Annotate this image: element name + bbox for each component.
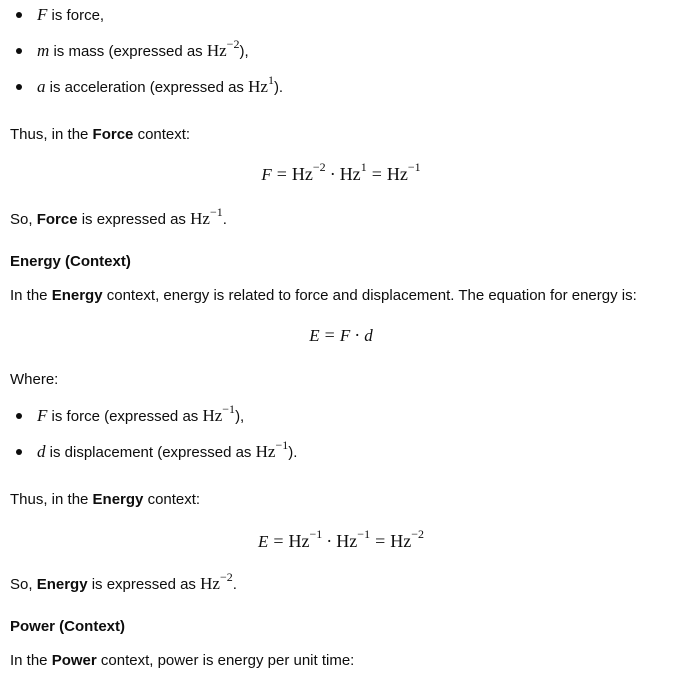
list-item-text: is force (expressed as: [47, 408, 203, 425]
list-item-text: is force,: [47, 7, 105, 24]
equals-sign: =: [371, 164, 382, 184]
bold-text: Power: [51, 652, 97, 669]
list-item-text: is acceleration (expressed as: [45, 79, 249, 96]
text: context, energy is related to force and displacement. The equation for energy is:: [102, 287, 637, 304]
section-heading: Power (Context): [10, 618, 126, 635]
force-equation: [0, 160, 682, 186]
text: Thus, in the: [10, 126, 93, 143]
unit-exponent: −1: [357, 527, 371, 541]
paragraph: [10, 205, 227, 230]
dot-operator: ·: [329, 164, 336, 184]
text: In the: [10, 652, 52, 669]
math-symbol: E: [257, 532, 269, 551]
unit-exponent: −1: [222, 402, 236, 416]
list-item-after: ).: [273, 79, 284, 96]
list-item: [16, 37, 249, 62]
math-symbol: E: [309, 326, 320, 345]
unit-base: Hz: [206, 41, 227, 60]
bullet-icon: [16, 449, 22, 455]
math-symbol: m: [37, 41, 50, 60]
text: is expressed as: [77, 211, 191, 228]
text: .: [222, 211, 227, 228]
unit-base: Hz: [291, 164, 313, 184]
text: So,: [10, 576, 37, 593]
math-symbol: F: [339, 326, 351, 345]
text: So,: [10, 211, 37, 228]
bullet-icon: [16, 12, 22, 18]
text: context, power is energy per unit time:: [96, 652, 355, 669]
equals-sign: =: [324, 325, 335, 345]
list-item-after: ),: [239, 43, 249, 60]
paragraph: [10, 570, 237, 595]
bold-text: Energy: [92, 491, 144, 508]
text: .: [232, 576, 237, 593]
unit-exponent: −1: [309, 527, 323, 541]
unit-base: Hz: [336, 531, 358, 551]
paragraph: Where:: [10, 371, 59, 388]
equals-sign: =: [375, 531, 386, 551]
text: context:: [133, 126, 191, 143]
dot-operator: ·: [326, 531, 333, 551]
unit-base: Hz: [248, 77, 268, 96]
math-symbol: d: [37, 442, 46, 461]
energy-unit-equation: [0, 527, 682, 553]
dot-operator: ·: [354, 325, 361, 345]
paragraph: [10, 490, 200, 510]
list-item-text: is mass (expressed as: [49, 43, 207, 60]
unit-exponent: −2: [219, 570, 233, 584]
unit-base: Hz: [190, 209, 210, 228]
paragraph: [10, 286, 637, 306]
bullet-icon: [16, 413, 22, 419]
unit-base: Hz: [202, 406, 223, 425]
list-item-after: ).: [288, 444, 298, 461]
math-symbol: F: [37, 406, 48, 425]
unit-exponent: −1: [407, 160, 421, 174]
text: In the: [10, 287, 52, 304]
paragraph: [10, 651, 354, 671]
unit-base: Hz: [200, 574, 220, 593]
energy-equation: [0, 324, 682, 347]
list-item: [16, 438, 298, 463]
unit-base: Hz: [390, 531, 412, 551]
equals-sign: =: [276, 164, 287, 184]
list-item: [16, 5, 104, 26]
bold-text: Energy: [51, 287, 103, 304]
text: Thus, in the: [10, 491, 93, 508]
unit-exponent: −1: [209, 205, 223, 219]
unit-base: Hz: [386, 164, 408, 184]
bold-text: Force: [36, 211, 78, 228]
math-symbol: d: [364, 326, 373, 345]
math-symbol: F: [261, 165, 272, 184]
unit-base: Hz: [339, 164, 361, 184]
unit-exponent: −1: [275, 438, 289, 452]
unit-exponent: −2: [312, 160, 326, 174]
bullet-icon: [16, 84, 22, 90]
list-item-text: is displacement (expressed as: [45, 444, 256, 461]
equals-sign: =: [273, 531, 284, 551]
bold-text: Energy: [36, 576, 88, 593]
unit-base: Hz: [255, 442, 276, 461]
unit-exponent: −2: [226, 37, 240, 51]
section-heading: Energy (Context): [10, 253, 131, 270]
math-symbol: F: [37, 5, 48, 24]
list-item: [16, 402, 245, 427]
paragraph: [10, 125, 190, 145]
list-item-after: ),: [235, 408, 245, 425]
math-symbol: a: [37, 77, 46, 96]
unit-exponent: −2: [411, 527, 425, 541]
unit-exponent: 1: [267, 73, 274, 87]
text: context:: [143, 491, 201, 508]
bold-text: Force: [92, 126, 134, 143]
unit-base: Hz: [288, 531, 310, 551]
unit-exponent: 1: [360, 160, 367, 174]
text: is expressed as: [87, 576, 201, 593]
list-item: [16, 73, 284, 98]
bullet-icon: [16, 48, 22, 54]
